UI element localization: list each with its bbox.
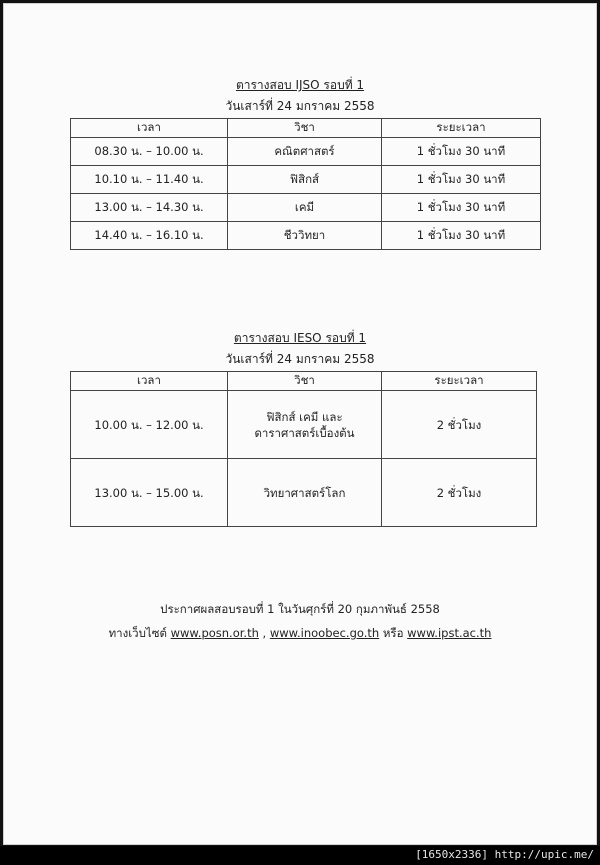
table-row <box>71 194 541 222</box>
cell-subject <box>228 391 382 459</box>
document-page <box>3 3 597 845</box>
column-header-subject: วิชา <box>228 119 382 138</box>
cell-time: 10.10 น. – 11.40 น. <box>71 166 228 194</box>
subject-line: วิทยาศาสตร์โลก <box>263 485 346 500</box>
table-header-row <box>71 119 541 138</box>
column-header-time: เวลา <box>71 372 228 391</box>
cell-duration: 1 ชั่วโมง 30 นาที <box>382 222 541 250</box>
website-prefix: ทางเว็บไซต์ <box>108 626 167 640</box>
ijso-schedule-table <box>70 118 541 250</box>
cell-time: 14.40 น. – 16.10 น. <box>71 222 228 250</box>
table-row <box>71 138 541 166</box>
website-links <box>4 625 596 643</box>
cell-duration: 1 ชั่วโมง 30 นาที <box>382 166 541 194</box>
or-word: หรือ <box>382 626 404 640</box>
cell-subject: ชีววิทยา <box>228 222 382 250</box>
cell-time: 13.00 น. – 15.00 น. <box>71 459 228 527</box>
column-header-duration: ระยะเวลา <box>382 119 541 138</box>
results-announcement: ประกาศผลสอบรอบที่ 1 ในวันศุกร์ที่ 20 กุมภาพันธ์ 2558 <box>160 602 440 616</box>
ieso-schedule-table <box>70 371 537 527</box>
link-separator: , <box>262 626 267 640</box>
cell-duration: 2 ชั่วโมง <box>382 391 537 459</box>
ieso-date: วันเสาร์ที่ 24 มกราคม 2558 <box>225 352 375 366</box>
cell-subject <box>228 459 382 527</box>
column-header-time: เวลา <box>71 119 228 138</box>
cell-time: 13.00 น. – 14.30 น. <box>71 194 228 222</box>
column-header-subject: วิชา <box>228 372 382 391</box>
cell-time: 08.30 น. – 10.00 น. <box>71 138 228 166</box>
link-ipst[interactable]: www.ipst.ac.th <box>407 626 492 640</box>
ieso-title: ตารางสอบ IESO รอบที่ 1 <box>233 331 367 345</box>
ijso-date: วันเสาร์ที่ 24 มกราคม 2558 <box>225 99 375 113</box>
cell-time: 10.00 น. – 12.00 น. <box>71 391 228 459</box>
cell-duration: 2 ชั่วโมง <box>382 459 537 527</box>
cell-subject: เคมี <box>228 194 382 222</box>
table-row <box>71 459 537 527</box>
link-inoobec[interactable]: www.inoobec.go.th <box>269 626 380 640</box>
link-posn[interactable]: www.posn.or.th <box>170 626 259 640</box>
image-caption: [1650x2336] http://upic.me/ <box>415 848 594 861</box>
table-header-row <box>71 372 537 391</box>
cell-duration: 1 ชั่วโมง 30 นาที <box>382 194 541 222</box>
cell-subject: คณิตศาสตร์ <box>228 138 382 166</box>
ijso-title: ตารางสอบ IJSO รอบที่ 1 <box>235 78 365 92</box>
table-row <box>71 222 541 250</box>
column-header-duration: ระยะเวลา <box>382 372 537 391</box>
table-row <box>71 166 541 194</box>
cell-duration: 1 ชั่วโมง 30 นาที <box>382 138 541 166</box>
table-row <box>71 391 537 459</box>
cell-subject: ฟิสิกส์ <box>228 166 382 194</box>
subject-line: ดาราศาสตร์เบื้องต้น <box>254 425 355 440</box>
subject-line: ฟิสิกส์ เคมี และ <box>266 409 343 424</box>
